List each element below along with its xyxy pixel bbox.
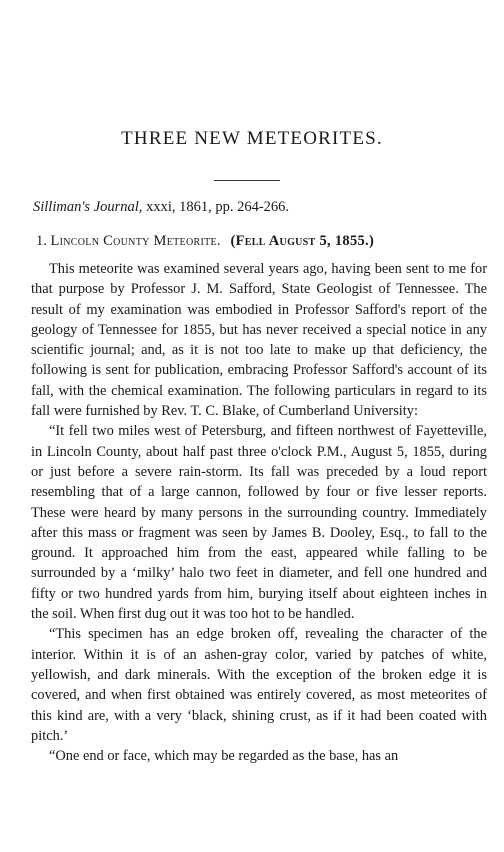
paragraph: This meteorite was examined several years ago, having been sent to me for that purpose by Professor J. M. Safford, State Geologist of Tennessee. The result of my examination was embodied in Professor Safford's report of the geology of Tennessee for 1855, but has never received a special notice in any scientific journal; and, as it is not too late to make up that deficiency, the following is sent for publication, embracing Professor Safford's account of its fall, with the chemical examination. The following particulars in regard to its fall were furnished by Rev. T. C. Blake, of Cumberland University: — [31, 261, 487, 420]
paragraph: “One end or face, which may be regarded as the base, has an — [49, 748, 399, 765]
citation — [33, 199, 289, 216]
citation-details: xxxi, 1861, pp. 264-266. — [146, 199, 290, 215]
section-heading — [36, 233, 492, 250]
section-number: 1. — [36, 233, 47, 249]
citation-journal: Silliman's Journal, — [33, 199, 143, 215]
title-divider — [214, 180, 280, 181]
paragraph: “It fell two miles west of Petersburg, and fifteen northwest of Fayetteville, in Lincoln County, about half past three o'clock P.M., August 5, 1855, during or just before a severe rain-storm. Its fall was preceded by a loud report resembling that of a large cannon, followed by four or five lesser reports. These were heard by many persons in the surrounding country. Immediately after this mass or fragment was seen by James B. Dooley, Esq., to fall to the ground. It approached him from the east, appeared while falling to be surrounded by a ‘milky’ halo two feet in diameter, and fell one hundred and fifty or two hundred yards from him, burying itself about eighteen inches in the soil. When first dug out it was too hot to be handled. — [31, 423, 487, 623]
body-text — [31, 259, 487, 766]
section-name: Lincoln County Meteorite. — [50, 233, 221, 249]
paragraph: “This specimen has an edge broken off, revealing the character of the interior. Within it is of an ashen-gray color, varied by patches of white, yellowish, and dark minerals. With the exception of the broken edge it is covered, and when first obtained was entirely covered, as most meteorites of this kind are, with a very ‘black, shining crust, as if it had been coated with pitch.’ — [31, 626, 487, 744]
fall-date: (Fell August 5, 1855.) — [230, 233, 375, 249]
page-title: THREE NEW METEORITES. — [121, 128, 383, 149]
